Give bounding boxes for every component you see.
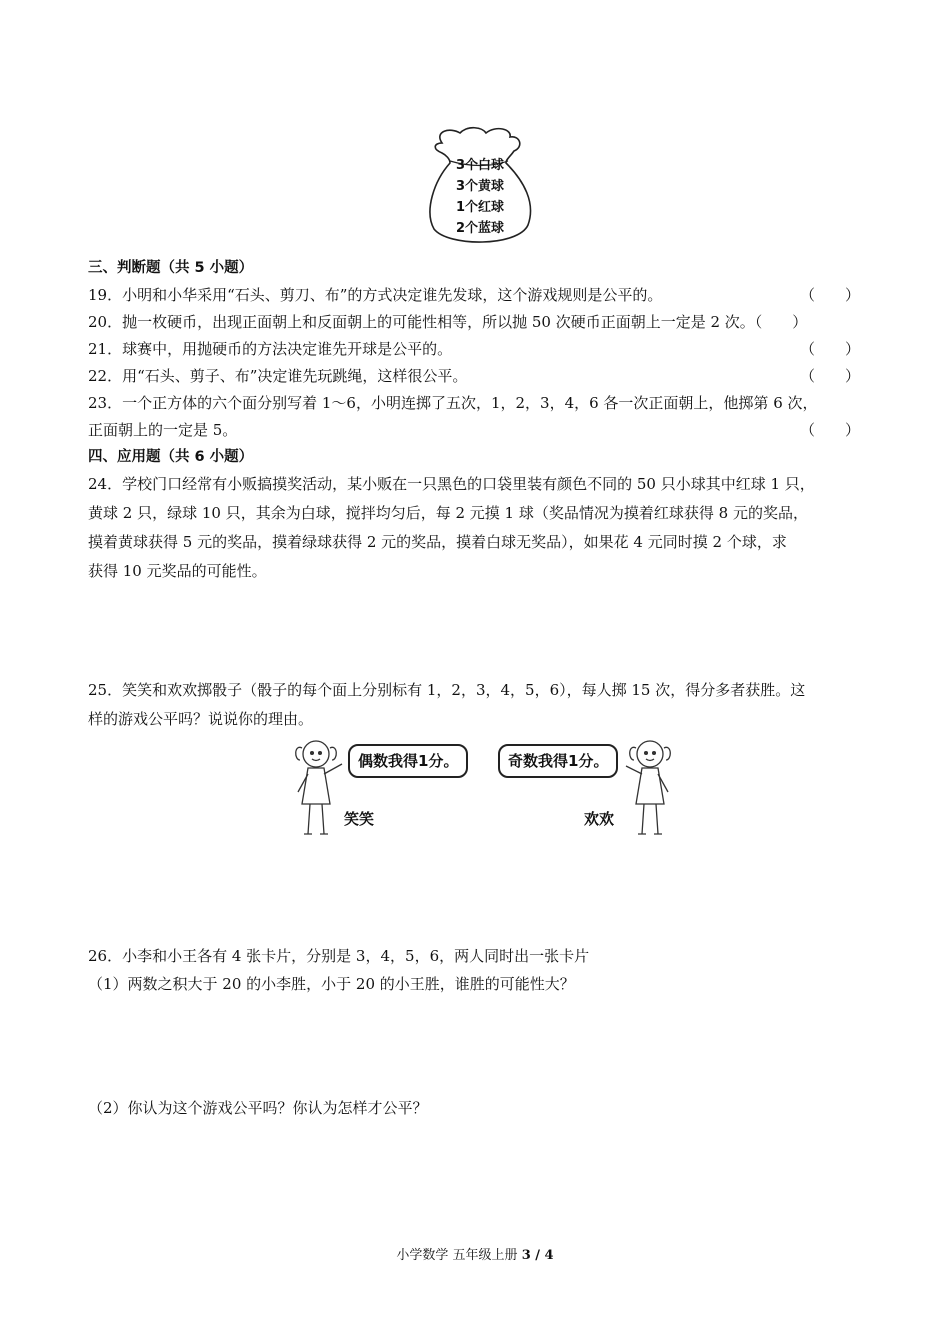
girl-right-icon — [626, 741, 670, 834]
section4-heading: 四、应用题（共 6 小题） — [88, 449, 254, 465]
speech-bubble-left: 偶数我得1分。 — [348, 744, 468, 778]
question-25-line1: 25．笑笑和欢欢掷骰子（骰子的每个面上分别标有 1，2，3，4，5，6），每人掷 15 次，得分多者获胜。这 — [88, 681, 806, 699]
question-21: 21．球赛中，用抛硬币的方法决定谁先开球是公平的。 — [88, 340, 453, 358]
bag-item: 3个黄球 — [455, 179, 505, 194]
answer-blank-22[interactable]: （ ） — [800, 367, 861, 385]
page-footer — [0, 1244, 950, 1263]
girl-left-icon — [296, 741, 342, 834]
question-23-line2: 正面朝上的一定是 5。 — [88, 421, 238, 439]
question-26-line1: 26．小李和小王各有 4 张卡片，分别是 3，4，5，6，两人同时出一张卡片 — [88, 947, 590, 965]
answer-blank-21[interactable]: （ ） — [800, 340, 861, 358]
question-25-line2: 样的游戏公平吗？说说你的理由。 — [88, 710, 314, 728]
bag-contents — [420, 155, 540, 239]
question-22: 22．用“石头、剪子、布”决定谁先玩跳绳，这样很公平。 — [88, 367, 468, 385]
answer-blank-23[interactable]: （ ） — [800, 421, 861, 439]
speech-bubble-right: 奇数我得1分。 — [498, 744, 618, 778]
question-24-line1: 24．学校门口经常有小贩搞摸奖活动，某小贩在一只黑色的口袋里装有颜色不同的 50 只小球其中红球 1 只， — [88, 475, 815, 493]
question-20: 20．抛一枚硬币，出现正面朝上和反面朝上的可能性相等，所以抛 50 次硬币正面朝上一定是 2 次。（ ） — [88, 313, 808, 331]
question-24-line4: 获得 10 元奖品的可能性。 — [88, 562, 267, 580]
footer-text: 小学数学 五年级上册 — [396, 1248, 522, 1263]
question-19: 19．小明和小华采用“石头、剪刀、布”的方式决定谁先发球，这个游戏规则是公平的。 — [88, 286, 663, 304]
name-left: 笑笑 — [344, 810, 375, 828]
bag-item: 3个白球 — [455, 158, 505, 173]
section3-heading: 三、判断题（共 5 小题） — [88, 260, 254, 276]
question-26-sub2: （2）你认为这个游戏公平吗？你认为怎样才公平？ — [88, 1099, 428, 1117]
question-23-line1: 23．一个正方体的六个面分别写着 1～6，小明连掷了五次，1，2，3，4，6 各一次正面朝上，他掷第 6 次， — [88, 394, 818, 412]
question-24-line2: 黄球 2 只，绿球 10 只，其余为白球，搅拌均匀后，每 2 元摸 1 球（奖品情况为摸着红球获得 8 元的奖品， — [88, 504, 808, 522]
name-right: 欢欢 — [584, 810, 615, 828]
question-24-line3: 摸着黄球获得 5 元的奖品，摸着绿球获得 2 元的奖品，摸着白球无奖品），如果花 4 元同时摸 2 个球，求 — [88, 533, 787, 551]
bag-item: 1个红球 — [455, 200, 505, 215]
bag-item: 2个蓝球 — [455, 221, 505, 236]
page-number: 3 / 4 — [521, 1248, 554, 1263]
ball-bag-illustration — [420, 125, 540, 245]
question-26-sub1: （1）两数之积大于 20 的小李胜，小于 20 的小王胜，谁胜的可能性大？ — [88, 975, 575, 993]
answer-blank-19[interactable]: （ ） — [800, 286, 861, 304]
dice-game-illustration — [288, 734, 684, 846]
